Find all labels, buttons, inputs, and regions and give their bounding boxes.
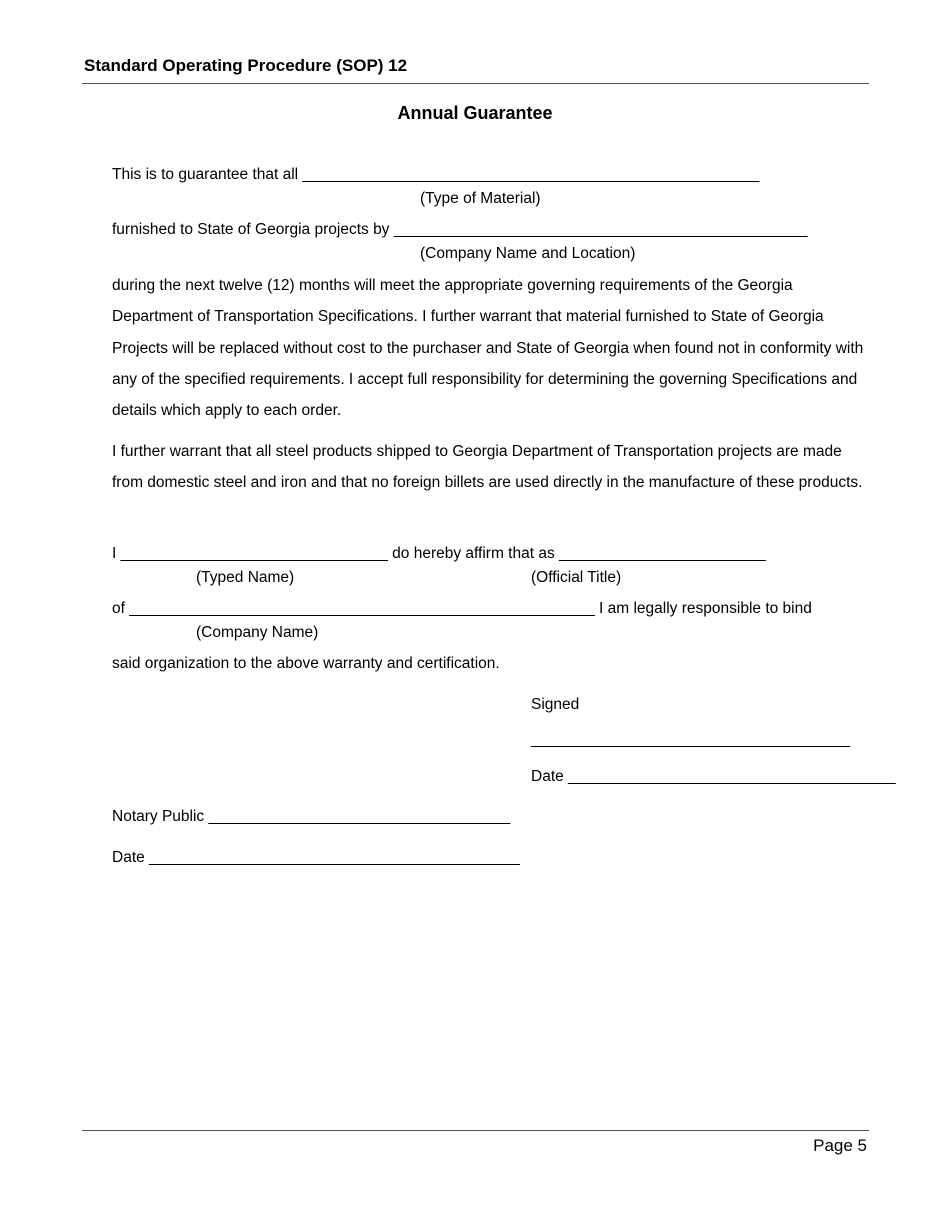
signature-blank: _____________________________________ [531,731,850,748]
company-name-caption: (Company Name) [196,624,319,641]
official-title-caption: (Official Title) [531,569,622,586]
affirm-line: I _______________________________ do hereby affirm that as ________________________ [112,545,766,562]
document-title: Annual Guarantee [397,103,553,123]
company-location-caption: (Company Name and Location) [420,245,636,262]
page-number: Page 5 [813,1136,867,1155]
signed-label: Signed [531,696,580,713]
steel-paragraph: I further warrant that all steel products shipped to Georgia Department of Transportation projects are made from domestic steel and iron and that no foreign billets are used directly in the manufacture of these products. [112,443,863,492]
material-line: This is to guarantee that all _____________________________________________________ [112,166,760,183]
notary-public-line: Notary Public ___________________________________ [112,808,511,825]
notary-date-line: Date ___________________________________________ [112,849,520,866]
organization-line: said organization to the above warranty and certification. [112,655,500,672]
typed-name-caption: (Typed Name) [196,569,295,586]
signed-date-line: Date ______________________________________ [531,768,896,785]
material-caption: (Type of Material) [420,190,541,207]
header-divider [82,83,869,84]
footer-divider [82,1130,869,1131]
furnished-line: furnished to State of Georgia projects by ________________________________________________ [112,221,808,238]
company-line: of ______________________________________________________ I am legally responsible to bind [112,600,812,617]
header-title: Standard Operating Procedure (SOP) 12 [84,56,408,75]
warranty-paragraph: during the next twelve (12) months will meet the appropriate governing requirements of the Georgia Department of Transportation Specifications. I further warrant that material furnished to State of Georgia Projects will be replaced without cost to the purchaser and State of Georgia when found not in conformity with any of the specified requirements. I accept full responsibility for determining the governing Specifications and details which apply to each order. [112,277,864,420]
